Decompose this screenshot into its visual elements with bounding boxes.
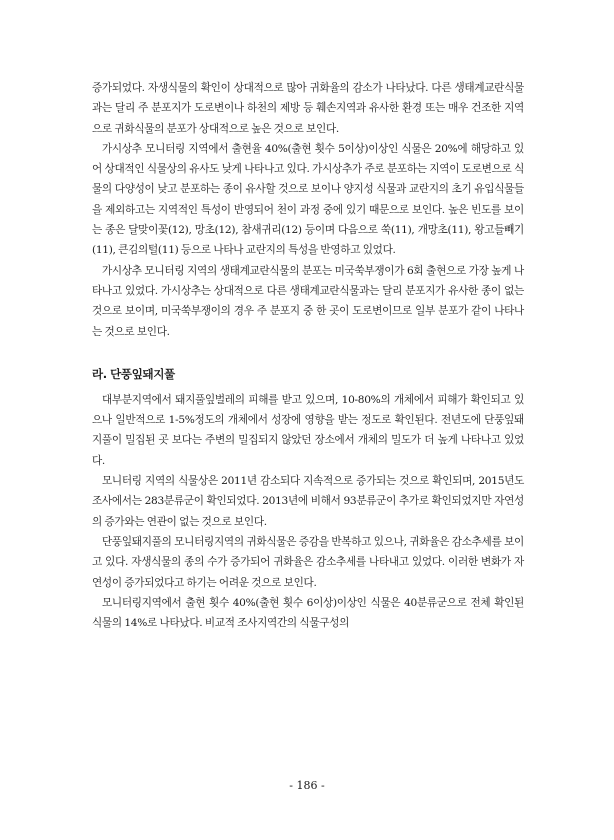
paragraph: 단풍잎돼지풀의 모니터링지역의 귀화식물은 증감을 반복하고 있으나, 귀화율은 감소추세를 보이고 있다. 자생식물의 종의 수가 증가되어 귀화율은 감소추세를 나타내고 있었다. 이러한 변화가 자연성이 증가되었다고 하기는 어려운 것으로 보인다. <box>92 535 524 589</box>
paragraph: 가시상추 모니터링 지역에서 출현율 40%(출현 횟수 5이상)이상인 식물은 20%에 해당하고 있어 상대적인 식물상의 유사도 낮게 나타나고 있다. 가시상추가 주로 분포하는 지역이 도로변으로 식물의 다양성이 낮고 분포하는 종이 유사할 것으로 보이나 양지성 식물과 교란지의 초기 유입식물들을 제외하고는 지역적인 특성이 반영되어 천이 과정 중에 있기 때문으로 보인다. 높은 빈도를 보이는 종은 달맞이꽃(12), 망초(12), 참새귀리(12) 등이며 다음으로 쑥(11), 개망초(11), 왕고들빼기(11), 큰김의털(11) 등으로 나타나 교란지의 특성을 반영하고 있었다. <box>92 142 524 257</box>
paragraph: 증가되었다. 자생식물의 확인이 상대적으로 많아 귀화율의 감소가 나타났다. 다른 생태계교란식물과는 달리 주 분포지가 도로변이나 하천의 제방 등 훼손지역과 유사한 환경 또는 매우 건조한 지역으로 귀화식물의 분포가 상대적으로 높은 것으로 보인다. <box>92 82 524 135</box>
section-heading: 라. 단풍잎돼지풀 <box>92 366 175 381</box>
paragraph: 대부분지역에서 돼지풀잎벌레의 피해를 받고 있으며, 10-80%의 개체에서 피해가 확인되고 있으나 일반적으로 1-5%정도의 개체에서 성장에 영향을 받는 정도로 확인된다. 전년도에 단풍잎돼지풀이 밀집된 곳 보다는 주변의 밀집되지 않았던 장소에서 개체의 밀도가 더 높게 나타나고 있었다. <box>92 393 524 467</box>
paragraph: 모니터링 지역의 식물상은 2011년 감소되다 지속적으로 증가되는 것으로 확인되며, 2015년도 조사에서는 283분류군이 확인되었다. 2013년에 비해서 93분류군이 추가로 확인되었지만 자연성의 증가와는 연관이 없는 것으로 보인다. <box>92 475 524 528</box>
page-number: - 186 - <box>289 779 325 792</box>
paragraph: 모니터링지역에서 출현 횟수 40%(출현 횟수 6이상)이상인 식물은 40분류군으로 전체 확인된 식물의 14%로 나타났다. 비교적 조사지역간의 식물구성의 <box>92 596 524 630</box>
body-text <box>92 78 524 633</box>
paragraph: 가시상추 모니터링 지역의 생태계교란식물의 분포는 미국쑥부쟁이가 6회 출현으로 가장 높게 나타나고 있었다. 가시상추는 상대적으로 다른 생태계교란식물과는 달리 분포지가 유사한 종이 없는 것으로 보이며, 미국쑥부쟁이의 경우 주 분포지 중 한 곳이 도로변이므로 일부 분포가 같이 나타나는 것으로 보인다. <box>92 264 524 338</box>
